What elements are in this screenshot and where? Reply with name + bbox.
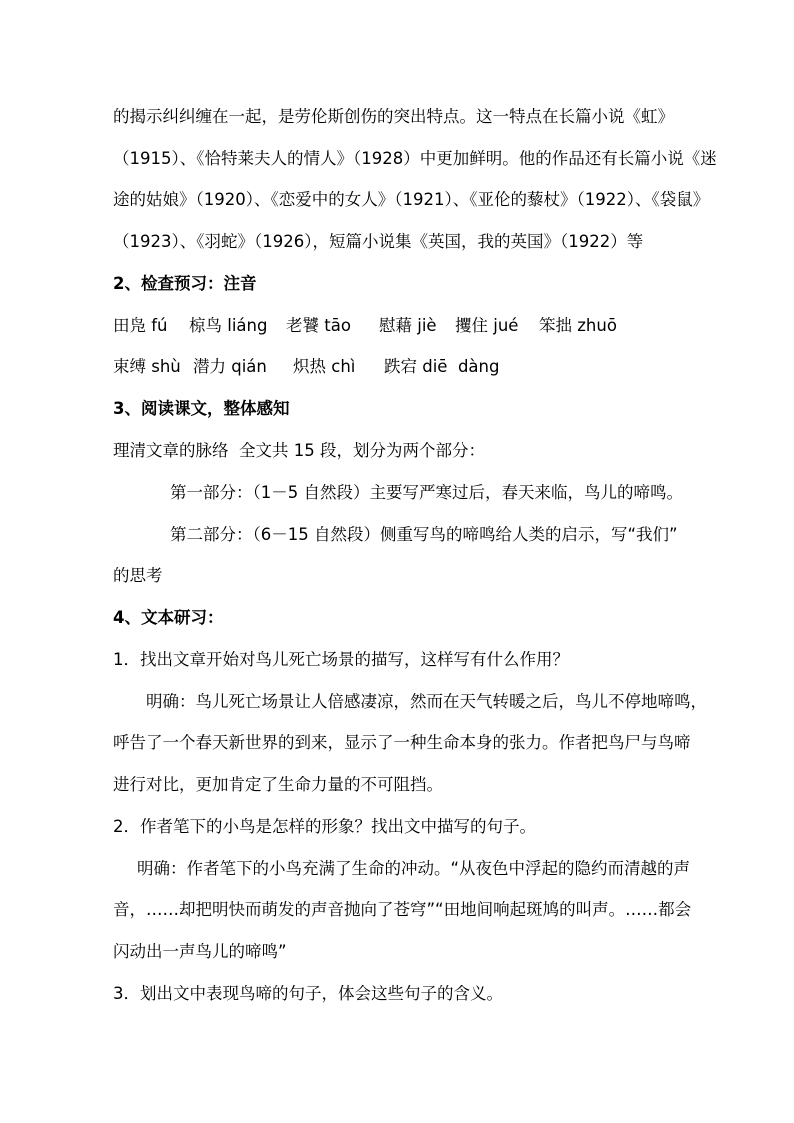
intro-line-3: 途的姑娘》（1920）、《恋爱中的女人》（1921）、《亚伦的藜杖》（1922）、《袋鼠》 — [113, 190, 710, 209]
pinyin-item: 炽热 chì — [293, 357, 356, 376]
pinyin-item: 潜力 qián — [193, 357, 267, 376]
question-1: 1．找出文章开始对鸟儿死亡场景的描写，这样写有什么作用？ — [113, 650, 569, 669]
pinyin-item: 慰藉 jiè — [379, 316, 437, 335]
section-4-heading: 4、文本研习： — [113, 608, 224, 627]
question-2: 2．作者笔下的小鸟是怎样的形象？找出文中描写的句子。 — [113, 817, 536, 836]
answer-1-line-1: 明确：鸟儿死亡场景让人倍感凄凉，然而在天气转暖之后，鸟儿不停地啼鸣， — [146, 692, 707, 711]
part-2-text-cont: 的思考 — [113, 566, 163, 585]
pinyin-item: 椋鸟 liáng — [189, 316, 268, 335]
pinyin-item: 束缚 shù — [113, 357, 181, 376]
pinyin-item: 攫住 jué — [455, 316, 519, 335]
pinyin-item: 田凫 fú — [113, 316, 168, 335]
section-3-heading: 3、阅读课文，整体感知 — [113, 399, 290, 418]
answer-2-line-2: 音，……却把明快而萌发的声音抛向了苍穹”“田地间响起斑鸠的叫声。……都会 — [113, 900, 692, 919]
section-3-intro: 理清文章的脉络 全文共 15 段，划分为两个部分： — [113, 441, 485, 460]
answer-1-line-2: 呼告了一个春天新世界的到来，显示了一种生命本身的张力。作者把鸟尸与鸟啼 — [113, 733, 691, 752]
pinyin-item: 跌宕 diē dàng — [384, 357, 500, 376]
section-2-heading: 2、检查预习：注音 — [113, 274, 257, 293]
question-3: 3．划出文中表现鸟啼的句子，体会这些句子的含义。 — [113, 984, 503, 1003]
pinyin-item: 老饕 tāo — [286, 316, 351, 335]
intro-line-1: 的揭示纠纠缠在一起，是劳伦斯创伤的突出特点。这一特点在长篇小说《虹》 — [113, 107, 674, 126]
pinyin-item: 笨拙 zhuō — [539, 316, 617, 335]
intro-line-4: （1923）、《羽蛇》（1926），短篇小说集《英国，我的英国》（1922）等 — [113, 232, 644, 251]
intro-line-2: （1915）、《恰特莱夫人的情人》（1928）中更加鲜明。他的作品还有长篇小说《迷 — [113, 149, 717, 168]
part-2-text: 第二部分：（6－15 自然段）侧重写鸟的啼鸣给人类的启示，写“我们” — [170, 525, 678, 544]
answer-2-line-1: 明确：作者笔下的小鸟充满了生命的冲动。“从夜色中浮起的隐约而清越的声 — [137, 859, 691, 878]
answer-2-line-3: 闪动出一声鸟儿的啼鸣” — [113, 942, 287, 961]
part-1-text: 第一部分：（1－5 自然段）主要写严寒过后，春天来临，鸟儿的啼鸣。 — [170, 483, 683, 502]
answer-1-line-3: 进行对比，更加肯定了生命力量的不可阻挡。 — [113, 775, 443, 794]
